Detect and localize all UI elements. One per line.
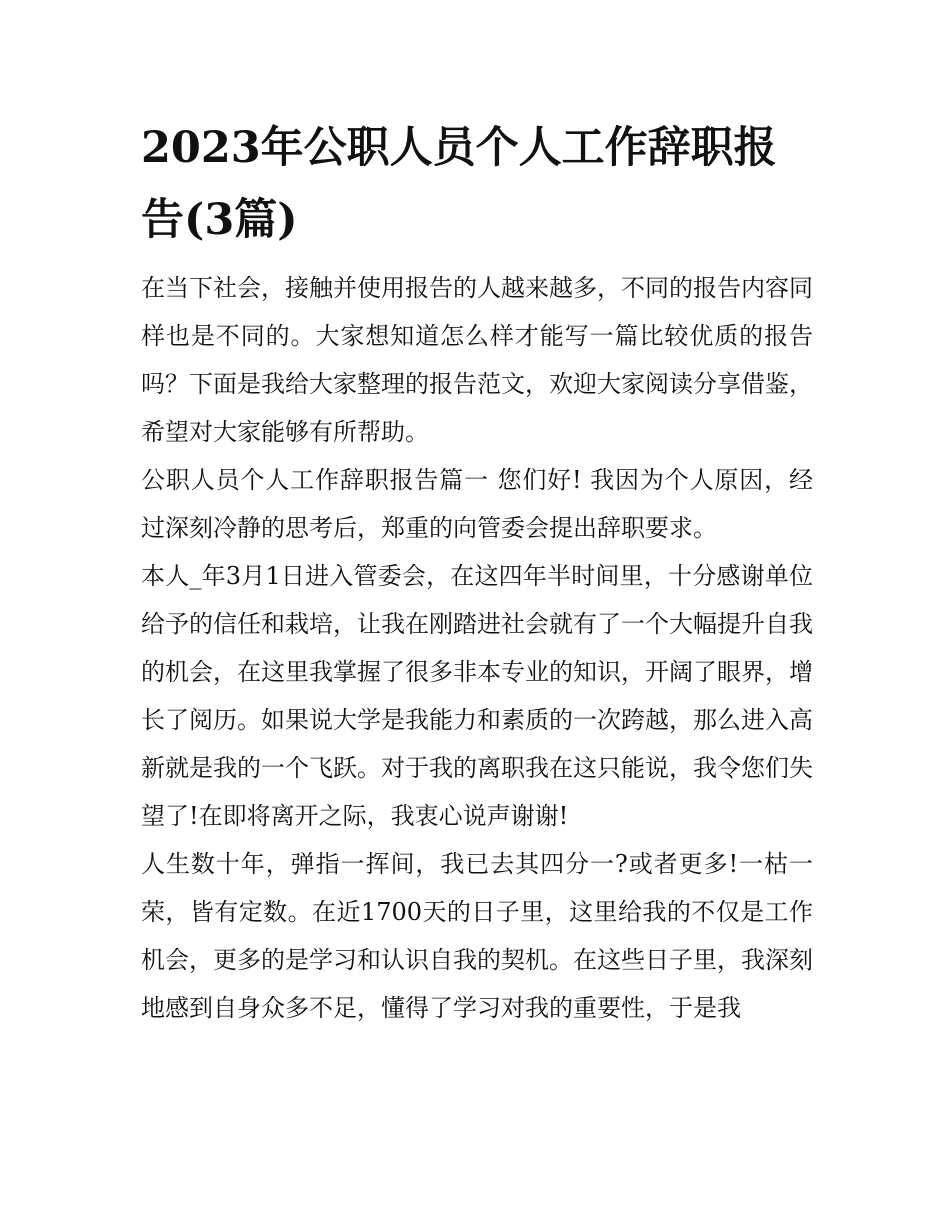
- document-page: [141, 112, 813, 1032]
- body-paragraph: 公职人员个人工作辞职报告篇一 您们好! 我因为个人原因，经过深刻冷静的思考后，郑重的向管委会提出辞职要求。: [141, 466, 813, 542]
- intro-paragraph: 在当下社会，接触并使用报告的人越来越多，不同的报告内容同样也是不同的。大家想知道怎么样才能写一篇比较优质的报告吗？下面是我给大家整理的报告范文，欢迎大家阅读分享借鉴，希望对大家能够有所帮助。: [141, 274, 813, 446]
- body-paragraph: 本人_年3月1日进入管委会，在这四年半时间里，十分感谢单位给予的信任和栽培，让我在刚踏进社会就有了一个大幅提升自我的机会，在这里我掌握了很多非本专业的知识，开阔了眼界，增长了阅历。如果说大学是我能力和素质的一次跨越，那么进入高新就是我的一个飞跃。对于我的离职我在这只能说，我令您们失望了!在即将离开之际，我衷心说声谢谢!: [141, 562, 813, 830]
- document-title: 2023年公职人员个人工作辞职报告(3篇): [141, 123, 777, 245]
- body-paragraph: 人生数十年，弹指一挥间，我已去其四分一?或者更多!一枯一荣，皆有定数。在近1700天的日子里，这里给我的不仅是工作机会，更多的是学习和认识自我的契机。在这些日子里，我深刻地感到自身众多不足，懂得了学习对我的重要性，于是我: [141, 850, 813, 1022]
